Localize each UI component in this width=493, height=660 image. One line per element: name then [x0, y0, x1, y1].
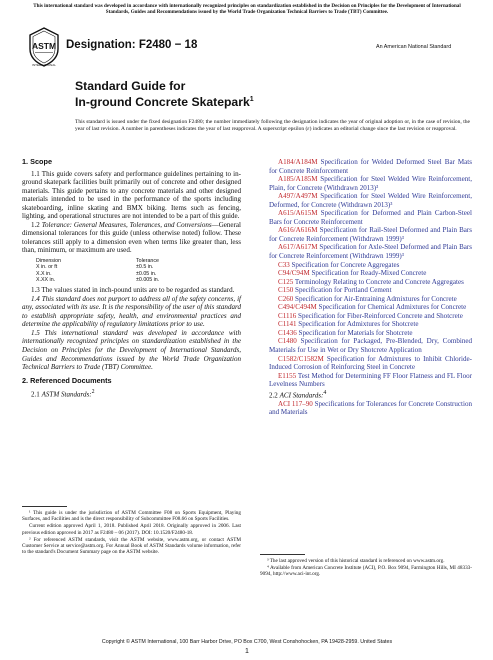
scope-p2-rest: —General dimensional tolerances for this guide (unless otherwise noted) follow. These tolerances still apply to a dimension even when terms like greater than, less than, minimum, or maximum are used. [22, 220, 241, 255]
reference-code-link[interactable]: A617/A617M [278, 243, 318, 252]
reference-code-link[interactable]: C1582/C1582M [278, 354, 324, 363]
tolerance-value: ±0.5 in. [136, 264, 154, 271]
title-main: In-ground Concrete Skatepark [75, 95, 250, 110]
copyright-line: Copyright © ASTM International, 100 Barr Harbor Drive, PO Box C700, West Conshohocken, PA 19428-2959. United States [101, 639, 393, 645]
svg-text:INTERNATIONAL: INTERNATIONAL [32, 62, 56, 67]
tolerance-row [36, 277, 241, 283]
tolerance-value: ±0.005 in. [136, 276, 160, 283]
reference-item [260, 261, 472, 270]
astm-subheading-label: 2.1 [31, 390, 42, 399]
reference-code-link[interactable]: C125 [278, 277, 294, 286]
reference-title-link[interactable]: Specification for Axle-Steel Deformed and Plain Bars for Concrete Reinforcement (Withdrawn 1999)³ [269, 243, 472, 261]
tolerance-dimension: X.XX in. [36, 276, 56, 283]
title-footnote-mark: 1 [249, 96, 254, 103]
right-column [260, 158, 472, 417]
reference-code-link[interactable]: C33 [278, 260, 290, 269]
reference-title-link[interactable]: Specification for Air-Entraining Admixtures for Concrete [293, 294, 457, 303]
scope-paragraph-5: 1.5 This international standard was developed in accordance with internationally recognized principles on standardization established in the Decision on Principles for the Development of International Standards, Guides and Recommendations issued by the World Trade Organization Technical Barriers to Trade (TBT) Committee. [22, 328, 241, 372]
scope-heading: 1. Scope [22, 157, 53, 166]
reference-code-link[interactable]: A184/A184M [278, 158, 318, 166]
aci-subheading-text: ACI Standards: [279, 391, 324, 400]
left-column [22, 158, 241, 399]
aci-subheading-sup: 4 [323, 389, 327, 396]
scope-p2-label: 1.2 [31, 220, 42, 229]
scope-paragraph-2 [22, 221, 241, 255]
reference-code-link[interactable]: ACI 117–90 [278, 399, 313, 408]
reference-title-link[interactable]: Specification for Chemical Admixtures for Concrete [316, 303, 467, 312]
reference-code-link[interactable]: A616/A616M [278, 226, 318, 235]
title-line-1: Standard Guide for [75, 79, 186, 93]
reference-title-link[interactable]: Specification for Admixtures to Inhibit Chloride-Induced Corrosion of Reinforcing Steel in Concrete [269, 354, 472, 372]
publisher-note: An American National Standard [376, 44, 452, 50]
reference-item [260, 329, 472, 338]
tolerance-header-dimension: Dimension [36, 258, 62, 265]
footnotes-right [260, 558, 472, 578]
reference-code-link[interactable]: C1116 [278, 311, 297, 320]
astm-reference-list [260, 158, 472, 389]
reference-title-link[interactable]: Specification for Portland Cement [293, 286, 392, 295]
reference-code-link[interactable]: E1155 [278, 371, 297, 380]
aci-reference-list [260, 400, 472, 417]
issuance-note: This standard is issued under the fixed designation F2480; the number immediately following the designation indicates the year of original adoption or, in the case of revision, the year of last revision. A number in parentheses indicates the year of last reapproval. A superscript epsilon (ε) indicates an editorial change since the last revision or reapproval. [75, 119, 470, 132]
tolerance-table [36, 258, 241, 283]
reference-title-link[interactable]: Specification for Packaged, Pre-Blended, Dry, Combined Materials for Use in Wet or Dry Shotcrete Application [269, 337, 472, 355]
reference-title-link[interactable]: Specification for Deformed and Plain Carbon-Steel Bars for Concrete Reinforcement [269, 209, 472, 226]
reference-item [260, 320, 472, 329]
reference-item [260, 226, 472, 243]
top-notice: This international standard was developed in accordance with internationally recognized principles on standardization established in the Decision on Principles for the Development of International Standards, Guides and Recommendations issued by the World Trade Organization Technical Barriers to Trade (TBT) Committee. [33, 3, 461, 16]
footnote-4: ⁴ Available from American Concrete Institute (ACI), P.O. Box 9094, Farmington Hills, MI 48333-9094, http://www.aci-int.org. [260, 564, 472, 578]
reference-code-link[interactable]: C1141 [278, 320, 297, 329]
tolerance-header-tolerance: Tolerance [136, 258, 159, 265]
references-heading: 2. Referenced Documents [22, 375, 112, 385]
reference-item [260, 269, 472, 278]
reference-title-link[interactable]: Specification for Concrete Aggregates [289, 260, 400, 269]
tolerance-value: ±0.05 in. [136, 270, 157, 277]
aci-subheading-label: 2.2 [269, 391, 280, 400]
scope-paragraph-4: 1.4 This standard does not purport to address all of the safety concerns, if any, associated with its use. It is the responsibility of the user of this standard to establish appropriate safety, health, and environmental practices and determine the applicability of regulatory limitations prior to use. [22, 294, 241, 329]
reference-item [260, 286, 472, 295]
footnote-2: ² For referenced ASTM standards, visit the ASTM website, www.astm.org, or contact ASTM Customer Service at service@astm.org. For Annual Book of ASTM Standards volume information, refer to the standard's Document Summary page on the ASTM website. [22, 536, 241, 556]
reference-item [260, 337, 472, 354]
reference-code-link[interactable]: C94/C94M [278, 269, 310, 278]
footnote-divider [22, 506, 67, 507]
document-title [75, 79, 254, 109]
footnote-1: ¹ This guide is under the jurisdiction of ASTM Committee F08 on Sports Equipment, Playing Surfaces, and Facilities and is the direct responsibility of Subcommittee F08.66 on Sports Facilities. [22, 510, 241, 523]
reference-item [260, 303, 472, 312]
footnotes-left [22, 510, 241, 556]
reference-title-link[interactable]: Specification for Steel Welded Wire Reinforcement, Plain, for Concrete (Withdrawn 2013)³ [269, 175, 472, 192]
footnote-3: ³ The last approved version of this historical standard is referenced on www.astm.org. [267, 558, 445, 564]
reference-item [260, 295, 472, 304]
reference-title-link[interactable]: Specification for Admixtures for Shotcrete [296, 320, 419, 329]
reference-item [260, 312, 472, 321]
astm-subheading-text: ASTM Standards: [41, 390, 92, 399]
reference-code-link[interactable]: C150 [278, 286, 294, 295]
reference-title-link[interactable]: Specification for Rail-Steel Deformed and Plain Bars for Concrete Reinforcement (Withdrawn 1999)³ [269, 226, 472, 243]
designation: Designation: F2480 − 18 [66, 39, 198, 51]
reference-title-link[interactable]: Specification for Welded Deformed Steel Bar Mats for Concrete Reinforcement [269, 158, 472, 175]
title-line-2 [75, 93, 254, 109]
reference-title-link[interactable]: Specifications for Tolerances for Concrete Construction and Materials [269, 399, 473, 417]
reference-item [260, 192, 472, 209]
reference-title-link[interactable]: Specification for Fiber-Reinforced Concrete and Shotcrete [296, 311, 463, 320]
scope-p2-italic: Tolerance: General Measures, Tolerances, and Conversions [41, 220, 212, 229]
scope-paragraph-3: 1.3 The values stated in inch-pound units are to be regarded as standard. [31, 286, 235, 295]
footnote-1-edition: Current edition approved April 1, 2018. Published April 2018. Originally approved in 2006. Last previous edition approved in 2017 as F2480 – 06 (2017). DOI: 10.1520/F2480-18. [22, 523, 241, 536]
footnote-divider [260, 554, 305, 555]
reference-item [260, 175, 472, 192]
astm-subheading-sup: 2 [91, 389, 95, 396]
reference-code-link[interactable]: C1436 [278, 328, 297, 337]
tolerance-dimension: X.X in. [36, 270, 52, 277]
reference-code-link[interactable]: C494/C494M [278, 303, 317, 312]
reference-title-link[interactable]: Specification for Ready-Mixed Concrete [309, 269, 427, 278]
aci-standards-subheading [260, 389, 472, 400]
reference-title-link[interactable]: Terminology Relating to Concrete and Concrete Aggregates [293, 277, 464, 286]
reference-item [260, 400, 472, 417]
page-number: 1 [245, 648, 249, 655]
svg-text:ASTM: ASTM [31, 41, 57, 51]
reference-item [260, 372, 472, 389]
reference-item [260, 209, 472, 226]
reference-title-link[interactable]: Specification for Materials for Shotcrete [296, 328, 413, 337]
reference-item [260, 355, 472, 372]
astm-logo-icon [27, 27, 61, 67]
reference-item [260, 278, 472, 287]
reference-item [260, 158, 472, 175]
tolerance-dimension: X in. or ft [36, 264, 58, 271]
reference-title-link[interactable]: Test Method for Determining FF Floor Flatness and FL Floor Levelness Numbers [269, 371, 472, 389]
astm-standards-subheading [22, 388, 241, 399]
reference-title-link[interactable]: Specification for Steel Welded Wire Reinforcement, Deformed, for Concrete (Withdrawn 2013)³ [269, 192, 472, 209]
reference-code-link[interactable]: C260 [278, 294, 294, 303]
reference-code-link[interactable]: A615/A615M [278, 209, 318, 218]
reference-code-link[interactable]: C1480 [278, 337, 297, 346]
reference-code-link[interactable]: A497/A497M [278, 192, 318, 201]
scope-paragraph-1: 1.1 This guide covers safety and performance guidelines pertaining to in-ground skatepark facilities built primarily out of concrete and other designed materials. This guide pertains to any concrete materials and other designed materials intended to be used in the performance of the sports including skateboarding, inline skating and BMX biking. Items such as fencing, lighting, and operational structures are not intended to be a part of this guide. [22, 169, 241, 221]
reference-item [260, 243, 472, 260]
reference-code-link[interactable]: A185/A185M [278, 175, 318, 184]
